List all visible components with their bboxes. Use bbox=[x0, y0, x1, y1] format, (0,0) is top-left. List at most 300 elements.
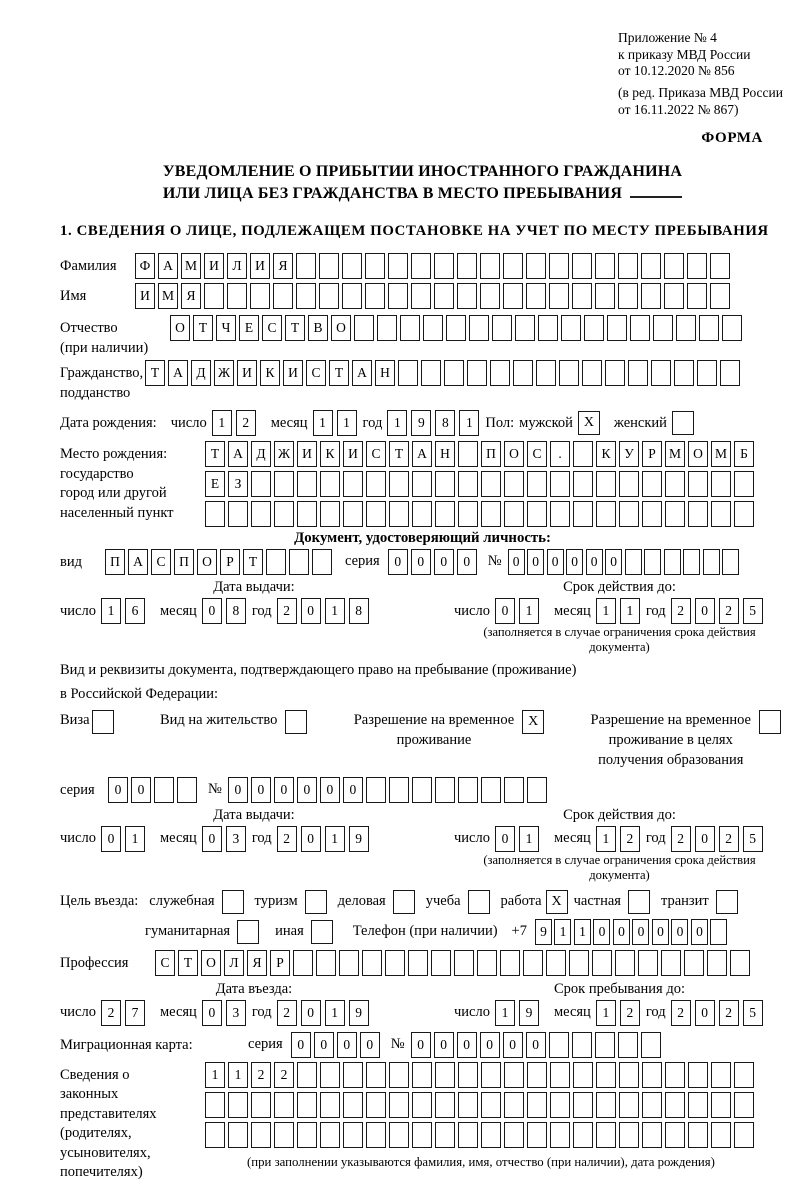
char-cell bbox=[688, 471, 708, 497]
residence-issue-day bbox=[101, 826, 149, 852]
char-cell: Ф bbox=[135, 253, 155, 279]
char-cell: 1 bbox=[212, 410, 232, 436]
char-cell: А bbox=[228, 441, 248, 467]
char-cell: И bbox=[250, 253, 270, 279]
char-cell bbox=[711, 1062, 731, 1088]
form-title-line1: УВЕДОМЛЕНИЕ О ПРИБЫТИИ ИНОСТРАННОГО ГРАЖДАНИНА bbox=[162, 162, 683, 180]
char-cell: 0 bbox=[652, 919, 669, 945]
char-cell bbox=[619, 501, 639, 527]
char-cell bbox=[515, 315, 535, 341]
char-cell bbox=[343, 501, 363, 527]
char-cell bbox=[412, 1062, 432, 1088]
char-cell bbox=[661, 950, 681, 976]
char-cell: К bbox=[596, 441, 616, 467]
char-cell bbox=[665, 1092, 685, 1118]
char-cell: С bbox=[306, 360, 326, 386]
char-cell bbox=[595, 283, 615, 309]
representatives-cells-block bbox=[205, 1062, 757, 1183]
char-cell bbox=[251, 1092, 271, 1118]
patronymic-label: Отчество (при наличии) bbox=[60, 320, 149, 356]
appendix-line: от 16.11.2022 № 867) bbox=[618, 101, 739, 117]
char-cell: 1 bbox=[101, 598, 121, 624]
visa-checkbox bbox=[92, 710, 114, 734]
char-cell bbox=[481, 501, 501, 527]
char-cell bbox=[273, 283, 293, 309]
char-cell: 5 bbox=[743, 826, 763, 852]
doc-number-label: № bbox=[487, 553, 502, 570]
char-cell bbox=[573, 501, 593, 527]
citizenship-row bbox=[60, 360, 785, 403]
char-cell: 2 bbox=[719, 826, 739, 852]
char-cell: Д bbox=[251, 441, 271, 467]
char-cell bbox=[444, 360, 464, 386]
char-cell bbox=[320, 1122, 340, 1148]
char-cell: К bbox=[260, 360, 280, 386]
char-cell bbox=[523, 950, 543, 976]
char-cell: 1 bbox=[459, 410, 479, 436]
char-cell: 2 bbox=[277, 826, 297, 852]
char-cell bbox=[366, 777, 386, 803]
char-cell bbox=[546, 950, 566, 976]
char-cell: 9 bbox=[411, 410, 431, 436]
char-cell bbox=[362, 950, 382, 976]
char-cell: Р bbox=[220, 549, 240, 575]
char-cell bbox=[228, 501, 248, 527]
char-cell: Т bbox=[285, 315, 305, 341]
char-cell bbox=[573, 1062, 593, 1088]
migration-series-label: серия bbox=[248, 1035, 283, 1052]
char-cell bbox=[549, 283, 569, 309]
char-cell: 0 bbox=[388, 549, 408, 575]
char-cell: И bbox=[237, 360, 257, 386]
char-cell: 2 bbox=[671, 1000, 691, 1026]
char-cell bbox=[527, 1062, 547, 1088]
char-cell bbox=[687, 283, 707, 309]
char-cell: 1 bbox=[325, 1000, 345, 1026]
birth-place-row bbox=[60, 441, 785, 527]
char-cell bbox=[408, 950, 428, 976]
char-cell: Р bbox=[642, 441, 662, 467]
char-cell: 8 bbox=[349, 598, 369, 624]
birth-day-cells bbox=[212, 410, 260, 436]
char-cell: 9 bbox=[519, 1000, 539, 1026]
migration-number-label: № bbox=[390, 1035, 405, 1052]
char-cell bbox=[423, 315, 443, 341]
char-cell bbox=[251, 501, 271, 527]
char-cell bbox=[699, 315, 719, 341]
char-cell bbox=[596, 1122, 616, 1148]
phone-cells bbox=[535, 919, 730, 945]
char-cell: 2 bbox=[620, 1000, 640, 1026]
char-cell bbox=[458, 441, 478, 467]
char-cell bbox=[641, 1032, 661, 1058]
profession-label: Профессия bbox=[60, 954, 129, 971]
char-cell: О bbox=[197, 549, 217, 575]
char-cell: 0 bbox=[274, 777, 294, 803]
entry-date-title: Дата въезда: bbox=[215, 980, 293, 997]
char-cell bbox=[366, 501, 386, 527]
sex-male-label: мужской bbox=[519, 414, 573, 431]
purpose-other-checkbox bbox=[311, 920, 333, 944]
temp-residence-checkbox: X bbox=[522, 710, 544, 734]
entry-month bbox=[202, 1000, 250, 1026]
entry-day bbox=[101, 1000, 149, 1026]
residence-valid-month bbox=[596, 826, 644, 852]
char-cell bbox=[481, 777, 501, 803]
char-cell bbox=[697, 360, 717, 386]
sex-male-checkbox: X bbox=[578, 411, 600, 435]
char-cell bbox=[559, 360, 579, 386]
char-cell: 0 bbox=[586, 549, 603, 575]
purpose-transit: транзит bbox=[661, 890, 738, 914]
char-cell: Л bbox=[227, 253, 247, 279]
char-cell bbox=[674, 360, 694, 386]
char-cell: 0 bbox=[202, 1000, 222, 1026]
char-cell bbox=[665, 1062, 685, 1088]
birth-place-label: Место рождения: государство город или другой населенный пункт bbox=[60, 446, 174, 522]
residence-valid-day bbox=[495, 826, 543, 852]
char-cell bbox=[365, 253, 385, 279]
identity-doc-row bbox=[60, 549, 785, 575]
char-cell bbox=[205, 501, 225, 527]
char-cell: 8 bbox=[435, 410, 455, 436]
residence-issue-title: Дата выдачи: bbox=[213, 806, 295, 823]
char-cell bbox=[526, 283, 546, 309]
char-cell bbox=[435, 1092, 455, 1118]
migration-number-cells bbox=[411, 1032, 664, 1058]
char-cell bbox=[343, 1122, 363, 1148]
char-cell bbox=[638, 950, 658, 976]
char-cell bbox=[573, 1122, 593, 1148]
char-cell bbox=[703, 549, 720, 575]
char-cell: 0 bbox=[695, 598, 715, 624]
char-cell bbox=[504, 777, 524, 803]
appendix-header bbox=[618, 30, 785, 119]
residence-doc-intro: Вид и реквизиты документа, подтверждающего право на пребывание (проживание) в Российской Федерации: bbox=[60, 662, 577, 702]
representatives-cells-1 bbox=[205, 1062, 757, 1088]
purpose-tourism-checkbox bbox=[305, 890, 327, 914]
char-cell bbox=[250, 283, 270, 309]
birth-place-cells-2 bbox=[205, 471, 757, 497]
char-cell: . bbox=[550, 441, 570, 467]
char-cell bbox=[711, 1122, 731, 1148]
char-cell: 1 bbox=[519, 598, 539, 624]
char-cell bbox=[688, 1092, 708, 1118]
char-cell bbox=[596, 501, 616, 527]
citizenship-cells bbox=[145, 360, 743, 386]
char-cell bbox=[435, 1062, 455, 1088]
char-cell bbox=[641, 283, 661, 309]
char-cell bbox=[354, 315, 374, 341]
stay-month bbox=[596, 1000, 644, 1026]
char-cell bbox=[707, 950, 727, 976]
char-cell bbox=[434, 253, 454, 279]
char-cell: В bbox=[308, 315, 328, 341]
char-cell bbox=[665, 1122, 685, 1148]
migration-series-cells bbox=[291, 1032, 383, 1058]
char-cell bbox=[412, 1092, 432, 1118]
char-cell bbox=[504, 501, 524, 527]
char-cell bbox=[177, 777, 197, 803]
char-cell: 2 bbox=[671, 826, 691, 852]
char-cell bbox=[481, 1092, 501, 1118]
char-cell: Д bbox=[191, 360, 211, 386]
char-cell bbox=[665, 501, 685, 527]
char-cell bbox=[227, 283, 247, 309]
sex-label: Пол: bbox=[485, 414, 515, 431]
char-cell: 0 bbox=[360, 1032, 380, 1058]
char-cell bbox=[296, 283, 316, 309]
char-cell bbox=[477, 950, 497, 976]
char-cell: 6 bbox=[125, 598, 145, 624]
char-cell bbox=[642, 1092, 662, 1118]
purpose-label: Цель въезда: bbox=[60, 893, 139, 910]
char-cell: 8 bbox=[226, 598, 246, 624]
char-cell: 0 bbox=[411, 1032, 431, 1058]
char-cell: Н bbox=[375, 360, 395, 386]
char-cell bbox=[642, 1062, 662, 1088]
char-cell bbox=[388, 253, 408, 279]
char-cell bbox=[435, 777, 455, 803]
char-cell: А bbox=[412, 441, 432, 467]
residence-series-cells bbox=[108, 777, 200, 803]
char-cell: 0 bbox=[547, 549, 564, 575]
char-cell: 0 bbox=[613, 919, 630, 945]
char-cell: 0 bbox=[101, 826, 121, 852]
char-cell: 2 bbox=[719, 598, 739, 624]
stay-until-col bbox=[448, 981, 785, 1026]
char-cell bbox=[400, 315, 420, 341]
purpose-row-2 bbox=[60, 919, 785, 945]
doc-series-cells bbox=[388, 549, 480, 575]
char-cell bbox=[411, 283, 431, 309]
residence-number-cells bbox=[228, 777, 550, 803]
char-cell: 0 bbox=[291, 1032, 311, 1058]
char-cell bbox=[504, 1092, 524, 1118]
char-cell bbox=[274, 1092, 294, 1118]
char-cell bbox=[500, 950, 520, 976]
char-cell bbox=[365, 283, 385, 309]
char-cell bbox=[595, 1032, 615, 1058]
char-cell bbox=[154, 777, 174, 803]
char-cell: 0 bbox=[671, 919, 688, 945]
char-cell bbox=[549, 1032, 569, 1058]
char-cell bbox=[596, 471, 616, 497]
month-label: месяц bbox=[159, 830, 197, 847]
entry-dates bbox=[60, 981, 785, 1026]
char-cell: 0 bbox=[566, 549, 583, 575]
char-cell: Т bbox=[193, 315, 213, 341]
char-cell bbox=[734, 1062, 754, 1088]
char-cell bbox=[385, 950, 405, 976]
char-cell bbox=[527, 471, 547, 497]
char-cell bbox=[320, 1062, 340, 1088]
char-cell bbox=[251, 1122, 271, 1148]
char-cell: 0 bbox=[411, 549, 431, 575]
doc-type-cells bbox=[105, 549, 335, 575]
char-cell bbox=[411, 253, 431, 279]
char-cell bbox=[388, 283, 408, 309]
char-cell: О bbox=[504, 441, 524, 467]
residence-issue-date bbox=[60, 826, 448, 852]
char-cell bbox=[481, 1062, 501, 1088]
representatives-cells-2 bbox=[205, 1092, 757, 1118]
birth-date-row bbox=[60, 410, 785, 436]
char-cell bbox=[722, 549, 739, 575]
phone-prefix: +7 bbox=[511, 923, 527, 940]
residence-valid-date bbox=[454, 826, 785, 852]
char-cell bbox=[538, 315, 558, 341]
char-cell: 0 bbox=[343, 777, 363, 803]
forma-label: ФОРМА bbox=[701, 129, 763, 146]
char-cell: О bbox=[201, 950, 221, 976]
char-cell: 0 bbox=[202, 826, 222, 852]
birth-year-cells bbox=[387, 410, 483, 436]
residence-series-label: серия bbox=[60, 781, 95, 798]
day-label: число bbox=[60, 830, 96, 847]
char-cell bbox=[710, 283, 730, 309]
char-cell bbox=[628, 360, 648, 386]
representatives-cells-3 bbox=[205, 1122, 757, 1148]
char-cell bbox=[615, 950, 635, 976]
given-name-cells bbox=[135, 283, 733, 309]
char-cell bbox=[688, 1122, 708, 1148]
citizenship-label: Гражданство, подданство bbox=[60, 365, 144, 401]
birth-date-group bbox=[162, 410, 486, 436]
identity-issue-month bbox=[202, 598, 250, 624]
form-title-line2: ИЛИ ЛИЦА БЕЗ ГРАЖДАНСТВА В МЕСТО ПРЕБЫВАНИЯ bbox=[60, 183, 785, 206]
year-label: год bbox=[251, 830, 272, 847]
char-cell: М bbox=[181, 253, 201, 279]
char-cell bbox=[584, 315, 604, 341]
purpose-row-1 bbox=[60, 890, 785, 914]
char-cell: 0 bbox=[301, 1000, 321, 1026]
char-cell: Е bbox=[205, 471, 225, 497]
char-cell bbox=[366, 1122, 386, 1148]
identity-valid-date bbox=[454, 598, 785, 624]
char-cell bbox=[711, 1092, 731, 1118]
birth-month-cells bbox=[313, 410, 361, 436]
char-cell: 0 bbox=[495, 826, 515, 852]
migration-card-row bbox=[60, 1032, 785, 1058]
char-cell: 9 bbox=[349, 826, 369, 852]
char-cell: 1 bbox=[125, 826, 145, 852]
char-cell: 1 bbox=[325, 598, 345, 624]
char-cell bbox=[642, 501, 662, 527]
char-cell: Т bbox=[145, 360, 165, 386]
profession-row bbox=[60, 950, 785, 976]
char-cell: П bbox=[481, 441, 501, 467]
year-label: год bbox=[645, 602, 666, 619]
char-cell: 0 bbox=[632, 919, 649, 945]
birth-place-cells-3 bbox=[205, 501, 757, 527]
char-cell: С bbox=[366, 441, 386, 467]
char-cell bbox=[205, 1092, 225, 1118]
residence-issue-col bbox=[60, 807, 448, 883]
char-cell: 2 bbox=[620, 826, 640, 852]
birth-place-cells-block bbox=[205, 441, 757, 527]
char-cell bbox=[467, 360, 487, 386]
char-cell: 2 bbox=[101, 1000, 121, 1026]
char-cell: С bbox=[527, 441, 547, 467]
residence-valid-title: Срок действия до: bbox=[563, 806, 676, 823]
given-name-row bbox=[60, 283, 785, 309]
char-cell: 0 bbox=[108, 777, 128, 803]
char-cell bbox=[434, 283, 454, 309]
char-cell: А bbox=[158, 253, 178, 279]
char-cell: 1 bbox=[387, 410, 407, 436]
purpose-private-checkbox bbox=[628, 890, 650, 914]
char-cell bbox=[734, 1122, 754, 1148]
char-cell bbox=[266, 549, 286, 575]
char-cell bbox=[490, 360, 510, 386]
char-cell bbox=[683, 549, 700, 575]
char-cell: 0 bbox=[457, 1032, 477, 1058]
char-cell bbox=[503, 283, 523, 309]
char-cell bbox=[513, 360, 533, 386]
char-cell: И bbox=[297, 441, 317, 467]
char-cell: 9 bbox=[535, 919, 552, 945]
char-cell: 1 bbox=[205, 1062, 225, 1088]
char-cell bbox=[389, 471, 409, 497]
char-cell bbox=[573, 471, 593, 497]
sex-female-checkbox bbox=[672, 411, 694, 435]
char-cell bbox=[644, 549, 661, 575]
char-cell: 0 bbox=[695, 826, 715, 852]
char-cell bbox=[480, 283, 500, 309]
char-cell bbox=[228, 1122, 248, 1148]
purpose-humanitarian-checkbox bbox=[237, 920, 259, 944]
appendix-line: от 10.12.2020 № 856 bbox=[618, 63, 735, 79]
char-cell bbox=[435, 501, 455, 527]
char-cell bbox=[526, 253, 546, 279]
migration-card-label: Миграционная карта: bbox=[60, 1036, 193, 1053]
char-cell: 2 bbox=[719, 1000, 739, 1026]
char-cell: О bbox=[331, 315, 351, 341]
day-label: число bbox=[170, 414, 207, 431]
char-cell bbox=[481, 471, 501, 497]
char-cell: 0 bbox=[297, 777, 317, 803]
purpose-work-checkbox: X bbox=[546, 890, 568, 914]
title-blank-underline bbox=[630, 183, 682, 198]
char-cell bbox=[595, 253, 615, 279]
char-cell: 0 bbox=[457, 549, 477, 575]
residence-issue-month bbox=[202, 826, 250, 852]
purpose-commercial-checkbox bbox=[393, 890, 415, 914]
char-cell: 1 bbox=[313, 410, 333, 436]
identity-issue-date bbox=[60, 598, 448, 624]
birth-place-cells-1 bbox=[205, 441, 757, 467]
char-cell: 2 bbox=[274, 1062, 294, 1088]
year-label: год bbox=[251, 602, 272, 619]
char-cell bbox=[319, 253, 339, 279]
day-label: число bbox=[454, 602, 490, 619]
residence-permit-checkbox bbox=[285, 710, 307, 734]
char-cell bbox=[205, 1122, 225, 1148]
char-cell: О bbox=[688, 441, 708, 467]
char-cell bbox=[458, 501, 478, 527]
char-cell: 0 bbox=[495, 598, 515, 624]
year-label: год bbox=[362, 414, 383, 431]
char-cell bbox=[642, 1122, 662, 1148]
doc-type-label: вид bbox=[60, 554, 82, 571]
char-cell bbox=[684, 950, 704, 976]
month-label: месяц bbox=[270, 414, 308, 431]
char-cell bbox=[431, 950, 451, 976]
purpose-business: служебная bbox=[149, 890, 243, 914]
char-cell bbox=[573, 1092, 593, 1118]
char-cell bbox=[720, 360, 740, 386]
